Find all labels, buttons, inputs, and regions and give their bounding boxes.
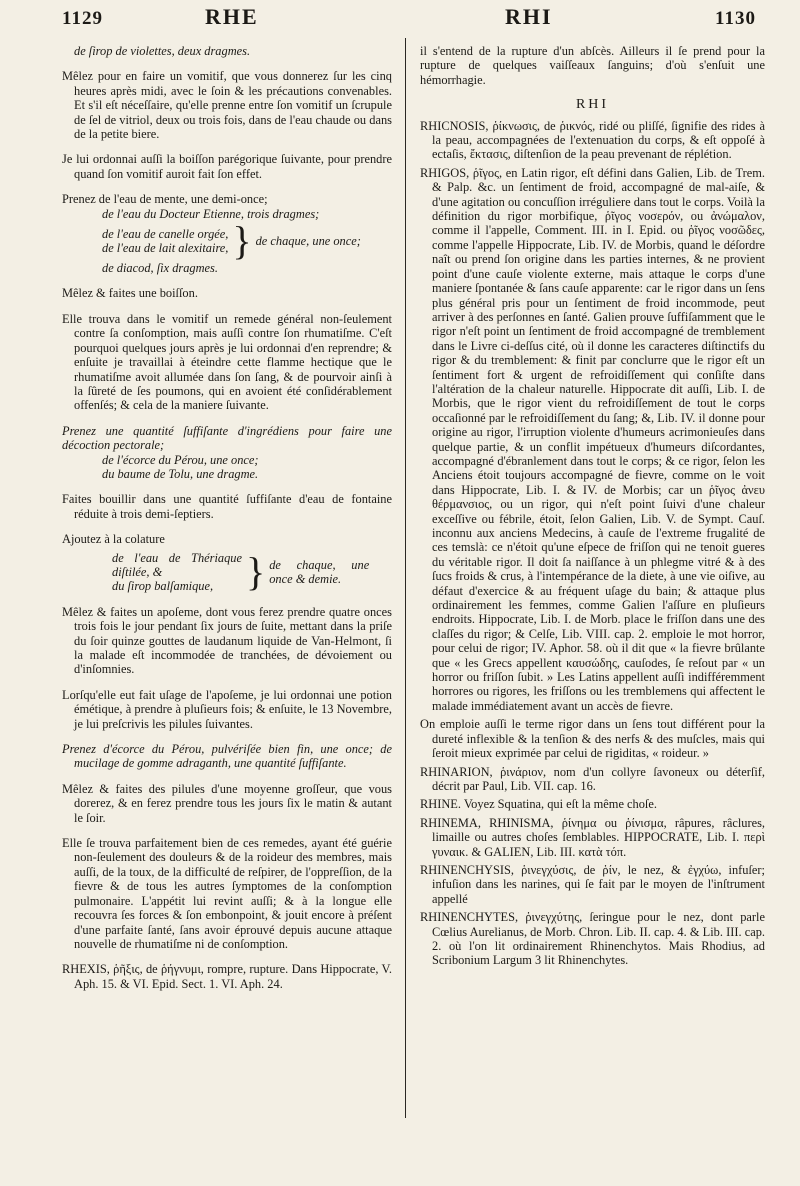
prescription-3 [62, 551, 392, 594]
column-divider [405, 38, 406, 1118]
rx-line: de l'eau de lait alexitaire, [102, 241, 229, 256]
rx-line: du ſirop balſamique, [112, 579, 214, 594]
dictionary-entry-rhinarion: RHINARION, ῥινάριον, nom d'un collyre ſavoneux ou déterſif, décrit par Paul, Lib. VII. cap. 16. [420, 764, 765, 793]
dictionary-entry-rhigos: RHIGOS, ῥῖγος, en Latin rigor, eſt défini dans Galien, Lib. de Trem. & Palp. &c. un ſentiment de froid, accompagné de mal-aiſe, & d'une agitation ou concuſſion irréguliere dans tout le corps. Voilà la définition du rigor morbifique, ῥῖγος νοσερόν, ou ἀνώμαλον, comme il l'appelle, Comment. III. in I. Epid. ou ῥῖγος νοσῶδες, comme l'appelle Hippocrate, Lib. IV. de Morbis, quand le déſordre naît ou prend ſon origine dans les parties internes, & ne provient point d'une cauſe violente externe, mais attaque le corps d'une maniere ſpontanée & ſans cauſe apparente: car le rigor dans un ſens plus général pris pour un ſentiment de froid incommode, peut arriver à des perſonnes en ſanté. Galien prouve ſuffiſamment que le rigor n'eſt point un ſentiment de froid accompagné de tremblement dans le Livre ci-deſſus cité, où il donne les caracteres diſtinctifs du rigor & du tremblement: & finit par conclurre que le rigor eſt un ſentiment fort & urgent de refroidiſſement qui conſiſte dans l'altération de la chaleur naturelle. Hippocrate dit auſſi, Lib. I. de Morbis, que le rigor vient du refroidiſſement de tout le corps occaſionné par le refroidiſſement du ſang; &, Lib. IV. il donne pour origine au rigor, l'irruption violente d'humeurs acrimonieuſes dans quelque partie, & un conflit impétueux d'humeurs diſcordantes, accompagné d'ébranlement dans tout le corps; & ce rigor, ſelon les Anciens étoit toujours accompagné de fievre, comme on le voit dans Hippocrate, Lib. I. & IV. de Morbis; car un ῥῖγος ἀνευ θέρμανσιος, ou un rigor, qui n'eſt point ſuivi d'une chaleur exceſſive ou fébrile, étoit, ſelon Galien, Lib. V. de Sympt. Cauſ. inconnu aux anciens Medecins, à cauſe de l'extreme frugalité de ces temslà: ce n'étoit qu'une eſpece de friſſon qui ne tenoit gueres du véritable rigor. Il doit ſa naiſſance à un phlegme vitré & à des ſucs froids & crus, à l'intempérance de la diete, à une vie oiſive, au défaut d'exercice & au fréquent uſage du bain; & attaque plus ordinairement les femmes, comme Galien l'aſſure en pluſieurs endroits. Hippocrate, Lib. I. de Morb. place le friſſon dans une des claſſes du rigor; & Celſe, Lib. VIII. cap. 2. emploie le mot horror, pour celui de rigor; IV. Aphor. 58. où il dit que « la fievre brûlante que « les Grecs appellent καυσώδης, cauſodes, ſe reſout par « un horror ou friſſon ſubit. » Les Latins appellent auſſi indifféremment horrores ou rigores, les friſſons ou les tremblemens qui affectent le malade immédiatement avant un accès de fievre. [420, 165, 765, 713]
prescription-1 [62, 192, 392, 275]
dictionary-entry-rhicnosis: RHICNOSIS, ῥίκνωσις, de ῥικνός, ridé ou pliſſé, ſignifie des rides à la peau, accompagnées de l'extenuation du corps, & eſt oppoſé à ectaſis, ἔκτασις, diſtenſion de la peau prevenant de réplétion. [420, 118, 765, 162]
rx-line: du baume de Tolu, une dragme. [102, 466, 259, 481]
brace-symbol: } [232, 218, 252, 264]
rx-line: de l'écorce du Pérou, une once; [102, 452, 259, 467]
paragraph: Ajoutez à la colature [62, 532, 165, 547]
paragraph: Prenez d'écorce du Pérou, pulvériſée bien fin, une once; de mucilage de gomme adraganth, une quantité ſuffiſante. [62, 742, 392, 771]
paragraph: Je lui ordonnai auſſi la boiſſon parégorique ſuivante, pour prendre quand ſon vomitif auroit fait ſon effet. [62, 152, 392, 181]
left-page-number: 1129 [62, 8, 103, 29]
continuation-text: il s'entend de la rupture d'un abſcès. Ailleurs il ſe prend pour la rupture de quelques vaiſſeaux ſanguins; d'où s'enſuit une hémorrhagie. [420, 44, 765, 87]
paragraph: Mêlez & faites un apoſeme, dont vous ferez prendre quatre onces trois fois le jour pendant ſix jours de ſuite, mettant dans la priſe du ſoir quinze gouttes de laudanum liquide de Van-Helmont, ſi la malade eſt incommodée de tranchées, de dévoiement ou d'inſomnies. [62, 604, 392, 677]
dictionary-entry-rhinenchysis: RHINENCHYSIS, ῥινεγχύσις, de ῥίν, le nez, & ἐγχύω, infuſer; infuſion dans les narines, qui ſe fait par le moyen de l'inſtrument appellé [420, 862, 765, 906]
section-heading: RHI [575, 97, 610, 113]
dictionary-entry-rhinema: RHINEMA, RHINISMA, ῥίνημα ou ῥίνισμα, râpures, râclures, limaille ou autres choſes ſemblables. HIPPOCRATE, Lib. I. περὶ γυναικ. & GALIEN, Lib. III. κατὰ τόπ. [420, 815, 765, 859]
paragraph: Mêlez & faites des pilules d'une moyenne groſſeur, que vous dorerez, & en ferez prendre tous les jours ſix le matin & autant le ſoir. [62, 781, 392, 825]
dictionary-entry-rhexis: RHEXIS, ῥῆξις, de ῥήγνυμι, rompre, rupture. Dans Hippocrate, V. Aph. 15. & VI. Epid. Sect. 1. VI. Aph. 24. [62, 962, 392, 991]
paragraph: Elle trouva dans le vomitif un remede général non-ſeulement contre ſa conſomption, mais auſſi contre ſon rhumatiſme. C'eſt pourquoi quelques jours après je lui ordonnai d'en reprendre; & enſuite je travaillai à éteindre cette flamme hectique que le rhumatiſme avoit allumée dans ſon ſang, & de pourvoir ainſi à la ſûreté de ſes poumons, qui en avoient été conſidérablement offenſés; & cela de la maniere ſuivante. [62, 311, 392, 413]
left-running-head: RHE [205, 4, 259, 29]
paragraph: Elle ſe trouva parfaitement bien de ces remedes, ayant été guérie non-ſeulement des douleurs & de la roideur des membres, mais auſſi, de la toux, de la difficulté de reſpirer, de l'oppreſſion, de la fievre & de tous les autres ſymptomes de la conſomption pulmonaire. L'appétit lui revint auſſi; & à la longue elle recouvra ſes forces & ſon embonpoint, & jouit encore à préſent d'une parfaite ſanté, ſans avoir éprouvé depuis aucune attaque nouvelle de rhumatiſme ni de conſomption. [62, 836, 392, 951]
paragraph: Mêlez pour en faire un vomitif, que vous donnerez ſur les cinq heures après midi, avec le ſoin & les précautions convenables. Et s'il eſt néceſſaire, qu'elle prenne entre ſon vomitif un ſcrupule de ſel de vitriol, deux ou trois fois, dans de l'eau chaude ou dans de la petite biere. [62, 69, 392, 142]
recipe-end-line: de ſirop de violettes, deux dragmes. [74, 44, 251, 58]
paragraph: Faites bouillir dans une quantité ſuffiſante d'eau de fontaine réduite à trois demi-ſeptiers. [62, 492, 392, 521]
paragraph: Lorſqu'elle eut fait uſage de l'apoſeme, je lui ordonnai une potion émétique, à prendre à pluſieurs fois; & enſuite, le 13 Novembre, je lui preſcrivis les pilules ſuivantes. [62, 687, 392, 731]
left-column [62, 44, 392, 1002]
dictionary-entry-rhinenchytes: RHINENCHYTES, ῥινεγχύτης, ſeringue pour le nez, dont parle Cœlius Aurelianus, de Morb. Chron. Lib. II. cap. 4. & Lib. III. cap. 2. où l'on lit ordinairement Rhinenchytos. Mais Rhodius, ad Scribonium Largum 3 lit Rhinenchytes. [420, 910, 765, 968]
right-column [420, 44, 765, 972]
brace-label: de chaque, une once; [255, 233, 361, 248]
rx-line: Prenez de l'eau de mente, une demi-once; [62, 192, 268, 207]
right-page-number: 1130 [715, 8, 756, 29]
paragraph: Mêlez & faites une boiſſon. [62, 286, 198, 301]
rx-line: de diacod, ſix dragmes. [102, 261, 218, 276]
rx-line: Prenez une quantité ſuffiſante d'ingrédiens pour faire une décoction pectorale; [62, 423, 392, 453]
brace-label: de chaque, une once & demie. [269, 557, 370, 587]
prescription-2 [62, 424, 392, 482]
dictionary-entry-rhine: RHINE. Voyez Squatina, qui eſt la même choſe. [420, 797, 657, 812]
rx-line: de l'eau de Thériaque diſtilée, & [112, 550, 242, 579]
right-running-head: RHI [505, 4, 553, 29]
rx-line: de l'eau du Docteur Etienne, trois dragmes; [102, 206, 320, 221]
paragraph: On emploie auſſi le terme rigor dans un ſens tout différent pour la dureté inflexible & la tenſion & des nerfs & des muſcles, mais qui ſeroit mieux exprimée par celui de rigiditas, « roideur. » [420, 717, 765, 761]
rx-line: de l'eau de canelle orgée, [102, 226, 229, 241]
brace-symbol: } [246, 549, 266, 595]
